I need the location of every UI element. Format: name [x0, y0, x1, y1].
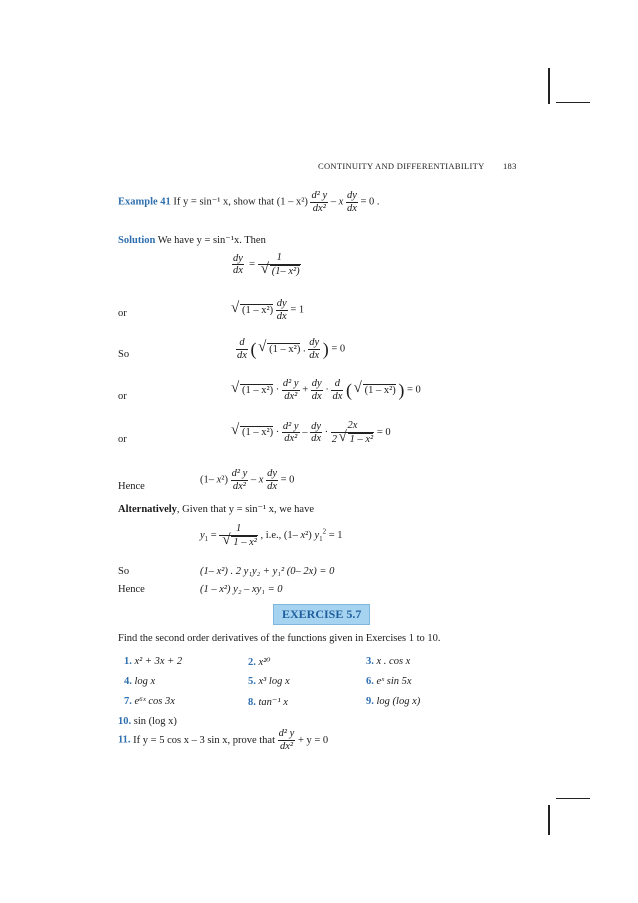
solution-line [118, 234, 266, 246]
equation-5: √ (1 – x²) · $\frac{\text{d² y}}{\text{dx²}}$ – $\frac{dy}{dx}$ · $\frac{2x}{\text{2 √ 1 – x²}}$ = 0 [240, 420, 391, 446]
example-label: Example 41 [118, 196, 171, 208]
example-statement: If y = sin⁻¹ x, show that (1 – x²) [173, 196, 308, 208]
first-derivative-fraction: $\frac{dy}{dx}$ [346, 190, 357, 214]
page-number: 183 [503, 161, 517, 171]
exercise-item-5: 5. x³ log x [248, 676, 290, 687]
crop-mark-top-vertical [548, 68, 550, 104]
crop-mark-bottom-horizontal [556, 798, 590, 799]
example-tail: = 0 . [360, 196, 380, 208]
equation-alt-so: (1– x²) . 2 y₁y₂ + y₁² (0– 2x) = 0 [200, 566, 335, 577]
exercise-item-2: 2. x²⁰ [248, 657, 271, 668]
exercise-item-4: 4. log x [124, 676, 156, 687]
alternatively-text: , Given that y = sin⁻¹ x, we have [176, 504, 314, 515]
equation-alt-hence: (1 – x²) y₂ – xy₁ = 0 [200, 584, 283, 595]
step-label-hence-1: Hence [118, 481, 145, 492]
equation-2: √ (1 – x²) $\frac{dy}{dx}$ = 1 [240, 298, 304, 323]
solution-text: We have y = sin⁻¹x. Then [157, 235, 266, 246]
step-label-so-2: So [118, 566, 130, 577]
step-label-or-1: or [118, 308, 127, 319]
exercise-item-1: 1. x² + 3x + 2 [124, 656, 183, 667]
equation-4: √ (1 – x²) · $\frac{\text{d² y}}{\text{dx²}}$ + $\frac{dy}{dx}$ · $\frac{d}{dx}$ ( √ (1 – x²) ) = 0 [240, 378, 421, 403]
exercise-item-9: 9. log (log x) [366, 696, 421, 707]
crop-mark-top-horizontal [556, 102, 590, 103]
equation-3: $\frac{d}{dx}$ ( √ (1 – x²) . $\frac{dy}{dx}$ ) = 0 [236, 337, 345, 362]
equation-6: (1– x²) $\frac{\text{d² y}}{\text{dx²}}$ – x $\frac{dy}{dx}$ = 0 [200, 468, 295, 492]
alternatively-line [118, 503, 314, 515]
exercise-item-8: 8. tan⁻¹ x [248, 697, 288, 708]
step-label-or-3: or [118, 434, 127, 445]
exercise-title: EXERCISE 5.7 [273, 604, 370, 625]
equation-alt: $y_1$ = 1 √ 1 – x² , i.e., (1– x²) $y_1^2 = 1$ [200, 523, 343, 549]
exercise-item-7: 7. e⁶ˣ cos 3x [124, 696, 175, 707]
solution-label: Solution [118, 235, 156, 246]
exercise-intro: Find the second order derivatives of the functions given in Exercises 1 to 10. [118, 633, 441, 644]
exercise-item-3: 3. x . cos x [366, 656, 411, 667]
exercise-item-11: 11. If y = 5 cos x – 3 sin x, prove that $\frac{\text{d² y}}{\text{dx²}}$ + y = 0 [118, 728, 329, 752]
crop-mark-bottom-vertical [548, 805, 550, 835]
step-label-or-2: or [118, 391, 127, 402]
exercise-item-10: 10. sin (log x) [118, 716, 177, 727]
step-label-so-1: So [118, 349, 130, 360]
step-label-hence-2: Hence [118, 584, 145, 595]
example-41: Example 41 If y = sin⁻¹ x, show that (1 – x²) $\frac{\text{d² y}}{\text{dx²}}$ – x $\frac{dy}{dx}$ = 0 . [118, 190, 380, 214]
second-derivative-fraction: $\frac{\text{d² y}}{\text{dx²}}$ [311, 190, 328, 214]
exercise-item-6: 6. eˣ sin 5x [366, 676, 412, 687]
equation-dydx: $\frac{dy}{dx}$ = 1 √ (1– x²) [232, 252, 301, 278]
alternatively-label: Alternatively [118, 504, 177, 515]
item-11-second-derivative: $\frac{\text{d² y}}{\text{dx²}}$ [278, 728, 295, 752]
running-header: CONTINUITY AND DIFFERENTIABILITY [318, 161, 485, 171]
